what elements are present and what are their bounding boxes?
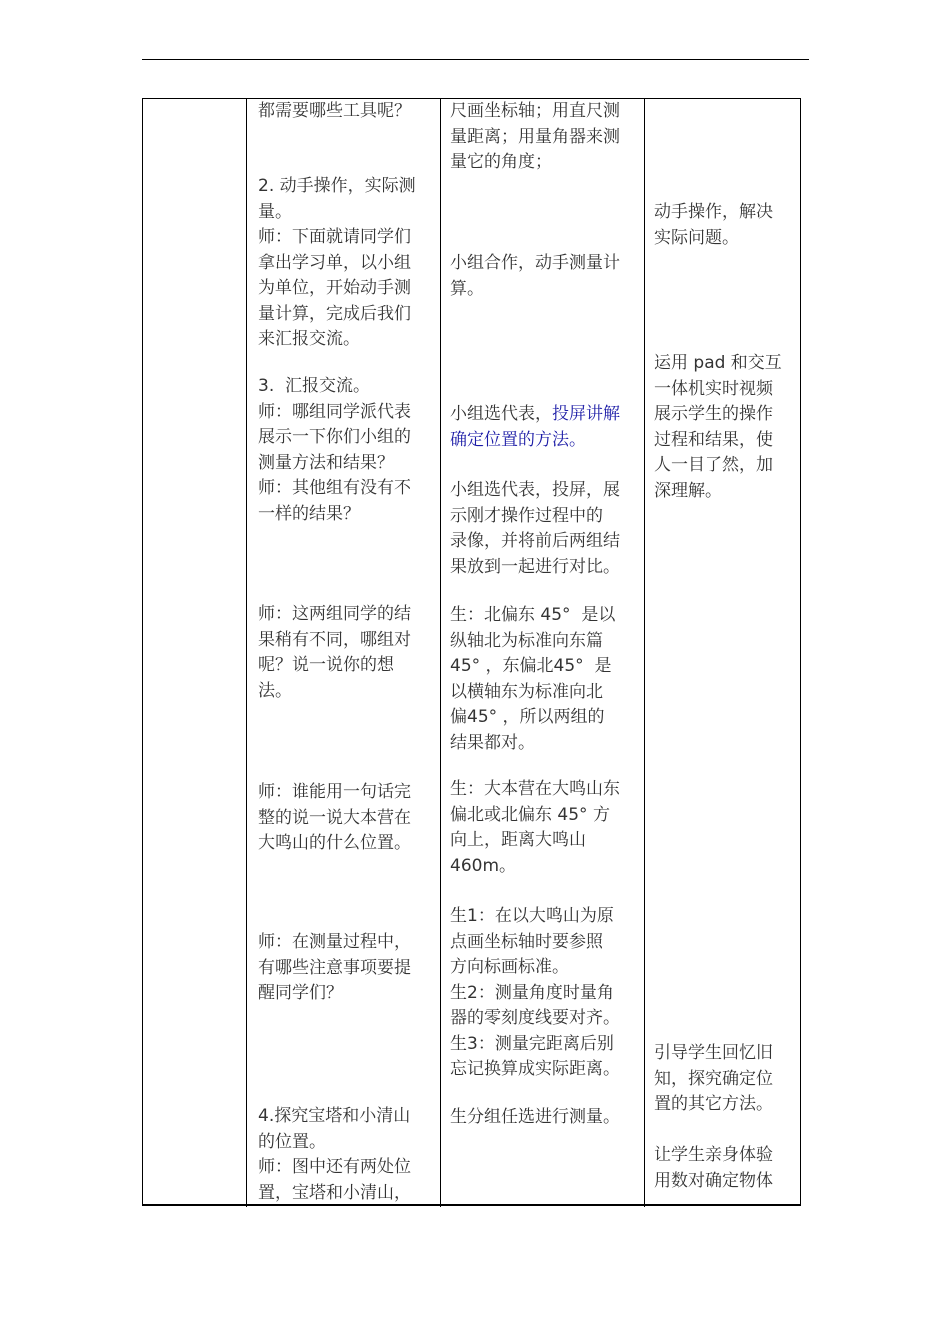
text-line: 点画坐标轴时要参照: [450, 931, 603, 952]
intent-text-pad: [654, 351, 782, 504]
text-line: 生：大本营在大鸣山东: [450, 779, 620, 799]
intent-text-experience: [654, 1143, 773, 1194]
text-line: 生：北偏东 45° 是以: [450, 605, 616, 625]
text-line: 器的零刻度线要对齐。: [450, 1008, 620, 1028]
text-line: 运用 pad 和交互: [654, 353, 782, 373]
text-line: 来汇报交流。: [258, 329, 360, 349]
text-line: 生2：测量角度时量角: [450, 982, 614, 1003]
student-text-measure: [450, 1105, 620, 1131]
column-divider-3: [644, 98, 645, 1207]
student-text-location: [450, 777, 620, 879]
text-line: 2. 动手操作，实际测: [258, 176, 416, 196]
text-line: 师：图中还有两处位: [258, 1157, 411, 1177]
text-line: 量距离；用量角器来测: [450, 126, 620, 147]
text-line: 小组合作，动手测量计: [450, 253, 620, 273]
text-line: 尺画坐标轴；用直尺测: [450, 101, 620, 121]
text-line: 忘记换算成实际距离。: [450, 1059, 620, 1079]
text-line: 法。: [258, 680, 292, 701]
text-line: 结果都对。: [450, 732, 535, 753]
present-highlight-text-2: 确定位置的方法。: [450, 429, 586, 450]
text-line: 师：这两组同学的结: [258, 604, 411, 624]
text-line: 460m。: [450, 855, 517, 876]
text-line: 过程和结果，使: [654, 429, 773, 450]
text-line: 有哪些注意事项要提: [258, 957, 411, 978]
text-line: 生3：测量完距离后别: [450, 1033, 614, 1054]
student-text-video: [450, 478, 620, 580]
text-line: 录像，并将前后两组结: [450, 531, 620, 551]
text-line: 让学生亲身体验: [654, 1145, 773, 1165]
text-line: 生1：在以大鸣山为原: [450, 906, 614, 926]
text-line: 呢？说一说你的想: [258, 655, 394, 675]
column-divider-1: [246, 98, 247, 1207]
teacher-text-explore: [258, 1104, 411, 1206]
text-line: 小组选代表，投屏，展: [450, 480, 620, 500]
text-line: 师：谁能用一句话完: [258, 782, 411, 802]
text-line: 大鸣山的什么位置。: [258, 833, 411, 853]
text-line: 4.探究宝塔和小清山: [258, 1106, 411, 1126]
text-line: 算。: [450, 278, 484, 299]
text-line: 量计算，完成后我们: [258, 303, 411, 324]
text-line: 知，探究确定位: [654, 1068, 773, 1089]
text-line: 示刚才操作过程中的: [450, 505, 603, 526]
text-line: 一体机实时视频: [654, 378, 773, 399]
student-text-present: [450, 402, 620, 453]
teacher-text-tools: [258, 99, 411, 125]
text-line: 置的其它方法。: [654, 1094, 773, 1114]
teacher-text-summary: [258, 780, 411, 857]
present-plain-text: 小组选代表，: [450, 404, 552, 424]
text-line: 拿出学习单，以小组: [258, 252, 411, 273]
teacher-text-report: [258, 374, 411, 527]
text-line: 量。: [258, 201, 292, 222]
text-line: 都需要哪些工具呢？: [258, 101, 411, 121]
text-line: 深理解。: [654, 480, 722, 501]
text-line: 3. 汇报交流。: [258, 376, 371, 396]
text-line: 实际问题。: [654, 227, 739, 248]
text-line: 动手操作，解决: [654, 202, 773, 222]
text-line: 展示一下你们小组的: [258, 427, 411, 447]
text-line: 引导学生回忆旧: [654, 1043, 773, 1063]
intent-text-recall: [654, 1041, 773, 1118]
text-line: 为单位，开始动手测: [258, 278, 411, 298]
text-line: 展示学生的操作: [654, 404, 773, 424]
text-line: 师：下面就请同学们: [258, 227, 411, 247]
text-line: 45° ，东偏北45° 是: [450, 656, 612, 676]
text-line: 方向标画标准。: [450, 957, 569, 977]
text-line: 用数对确定物体: [654, 1170, 773, 1191]
student-text-group-work: [450, 251, 620, 302]
teacher-text-hands-on: [258, 174, 416, 353]
text-line: 果放到一起进行对比。: [450, 556, 620, 577]
text-line: 偏北或北偏东 45° 方: [450, 804, 610, 825]
text-line: 师：在测量过程中，: [258, 932, 411, 952]
teacher-text-compare: [258, 602, 411, 704]
student-text-tools: [450, 99, 620, 176]
teacher-text-notes: [258, 930, 411, 1007]
text-line: 人一目了然，加: [654, 455, 773, 475]
text-line: 偏45° ，所以两组的: [450, 707, 605, 727]
present-highlight-text: 投屏讲解: [552, 404, 620, 424]
text-line: 果稍有不同，哪组对: [258, 629, 411, 650]
text-line: 的位置。: [258, 1131, 326, 1152]
text-line: 量它的角度；: [450, 152, 552, 172]
column-divider-2: [440, 98, 441, 1207]
text-line: 生分组任选进行测量。: [450, 1107, 620, 1127]
student-text-precautions: [450, 904, 620, 1083]
text-line: 以横轴东为标准向北: [450, 681, 603, 702]
student-text-direction: [450, 603, 615, 756]
text-line: 一样的结果？: [258, 503, 360, 524]
text-line: 师：哪组同学派代表: [258, 401, 411, 422]
text-line: 醒同学们？: [258, 983, 343, 1003]
text-line: 师：其他组有没有不: [258, 478, 411, 498]
text-line: 向上，距离大鸣山: [450, 830, 586, 850]
text-line: 测量方法和结果？: [258, 452, 394, 473]
text-line: 置，宝塔和小清山，: [258, 1182, 411, 1203]
text-line: 整的说一说大本营在: [258, 807, 411, 828]
header-rule: [142, 59, 809, 60]
text-line: 纵轴北为标准向东篇: [450, 630, 603, 651]
intent-text-hands-on: [654, 200, 773, 251]
